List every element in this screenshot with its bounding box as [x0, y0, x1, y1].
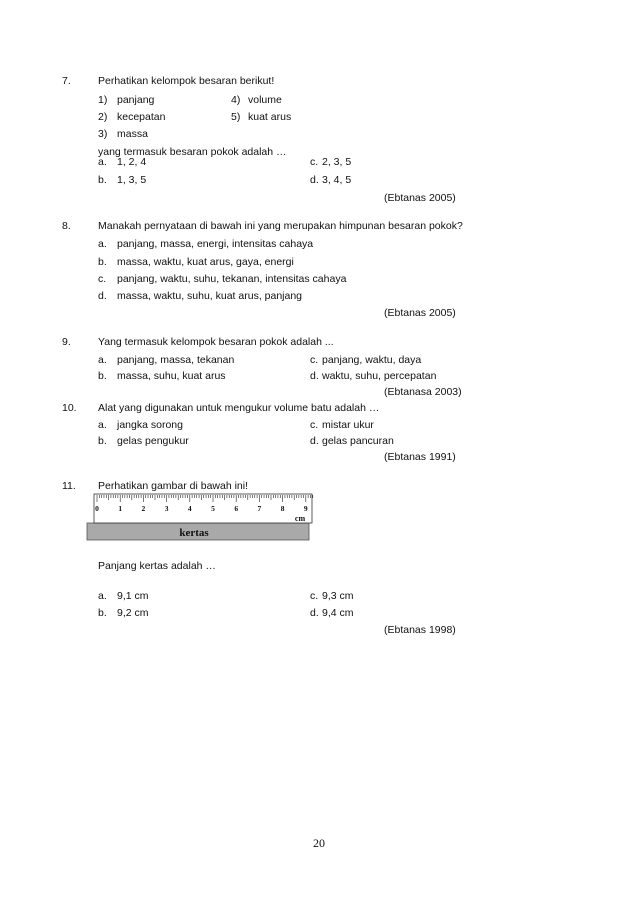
- option-text: 2, 3, 5: [322, 156, 352, 168]
- item-text: kuat arus: [248, 111, 292, 123]
- option-letter: d.: [310, 174, 319, 186]
- item-number: 2): [98, 111, 108, 123]
- option-text: mistar ukur: [322, 419, 374, 431]
- item-text: panjang: [117, 94, 155, 106]
- option-letter: b.: [98, 174, 107, 186]
- option-text: panjang, waktu, suhu, tekanan, intensitas cahaya: [117, 273, 347, 285]
- option-letter: a.: [98, 156, 107, 168]
- question-stem: Manakah pernyataan di bawah ini yang merupakan himpunan besaran pokok?: [98, 220, 463, 232]
- page-number: 20: [313, 836, 325, 850]
- option-text: massa, suhu, kuat arus: [117, 370, 226, 382]
- question-number: 8.: [62, 220, 71, 232]
- option-text: 9,1 cm: [117, 590, 149, 602]
- option-letter: d.: [310, 607, 319, 619]
- option-text: 9,4 cm: [322, 607, 354, 619]
- option-letter: c.: [98, 273, 107, 285]
- ruler-number: 9: [303, 504, 308, 513]
- option-text: panjang, massa, energi, intensitas cahaya: [117, 238, 314, 250]
- option-letter: b.: [98, 607, 107, 619]
- question-number: 11.: [62, 480, 76, 492]
- option-text: 1, 3, 5: [117, 174, 147, 186]
- ruler-number: 1: [118, 504, 123, 513]
- option-letter: a.: [98, 419, 107, 431]
- question-stem: Alat yang digunakan untuk mengukur volume batu adalah …: [98, 402, 380, 414]
- item-text: massa: [117, 128, 148, 140]
- option-text: massa, waktu, suhu, kuat arus, panjang: [117, 290, 303, 302]
- paper-label: kertas: [179, 527, 209, 539]
- question-number: 7.: [62, 75, 71, 87]
- source-citation: (Ebtanas 2005): [384, 192, 456, 204]
- ruler-body: [94, 494, 312, 523]
- item-number: 5): [231, 111, 241, 123]
- question-lead: yang termasuk besaran pokok adalah …: [98, 146, 287, 158]
- item-number: 1): [98, 94, 108, 106]
- option-letter: d.: [98, 290, 107, 302]
- option-text: panjang, waktu, daya: [322, 354, 422, 366]
- question-lead: Panjang kertas adalah …: [98, 560, 216, 572]
- option-letter: d.: [310, 370, 319, 382]
- option-letter: a.: [98, 238, 107, 250]
- ruler-number: 2: [141, 504, 146, 513]
- item-number: 3): [98, 128, 108, 140]
- option-letter: c.: [310, 590, 319, 602]
- option-letter: a.: [98, 590, 107, 602]
- question-stem: Perhatikan gambar di bawah ini!: [98, 480, 249, 492]
- option-letter: a.: [98, 354, 107, 366]
- option-text: 9,2 cm: [117, 607, 149, 619]
- option-text: gelas pancuran: [322, 435, 394, 447]
- ruler-number: 5: [211, 504, 215, 513]
- ruler-figure: [82, 490, 314, 542]
- source-citation: (Ebtanasa 2003): [384, 386, 462, 398]
- ruler-number: 0: [95, 504, 99, 513]
- option-text: panjang, massa, tekanan: [117, 354, 235, 366]
- option-text: jangka sorong: [117, 419, 183, 431]
- option-letter: b.: [98, 256, 107, 268]
- option-text: gelas pengukur: [117, 435, 189, 447]
- item-text: kecepatan: [117, 111, 166, 123]
- ruler-number: 3: [164, 504, 169, 513]
- question-number: 10.: [62, 402, 77, 414]
- source-citation: (Ebtanas 1998): [384, 624, 456, 636]
- option-text: massa, waktu, kuat arus, gaya, energi: [117, 256, 294, 268]
- question-number: 9.: [62, 336, 71, 348]
- option-text: 9,3 cm: [322, 590, 354, 602]
- item-number: 4): [231, 94, 241, 106]
- option-letter: c.: [310, 156, 319, 168]
- option-text: waktu, suhu, percepatan: [322, 370, 437, 382]
- option-text: 3, 4, 5: [322, 174, 352, 186]
- option-letter: c.: [310, 419, 319, 431]
- question-stem: Perhatikan kelompok besaran berikut!: [98, 75, 275, 87]
- option-letter: b.: [98, 435, 107, 447]
- source-citation: (Ebtanas 2005): [384, 307, 456, 319]
- source-citation: (Ebtanas 1991): [384, 451, 456, 463]
- ruler-number: 7: [257, 504, 262, 513]
- option-letter: c.: [310, 354, 319, 366]
- ruler-unit: cm: [294, 514, 306, 523]
- option-letter: b.: [98, 370, 107, 382]
- item-text: volume: [248, 94, 282, 106]
- ruler-number: 6: [234, 504, 239, 513]
- option-text: 1, 2, 4: [117, 156, 147, 168]
- ruler-number: 8: [280, 504, 285, 513]
- option-letter: d.: [310, 435, 319, 447]
- ruler-number: 4: [187, 504, 192, 513]
- question-stem: Yang termasuk kelompok besaran pokok adalah ...: [98, 336, 334, 348]
